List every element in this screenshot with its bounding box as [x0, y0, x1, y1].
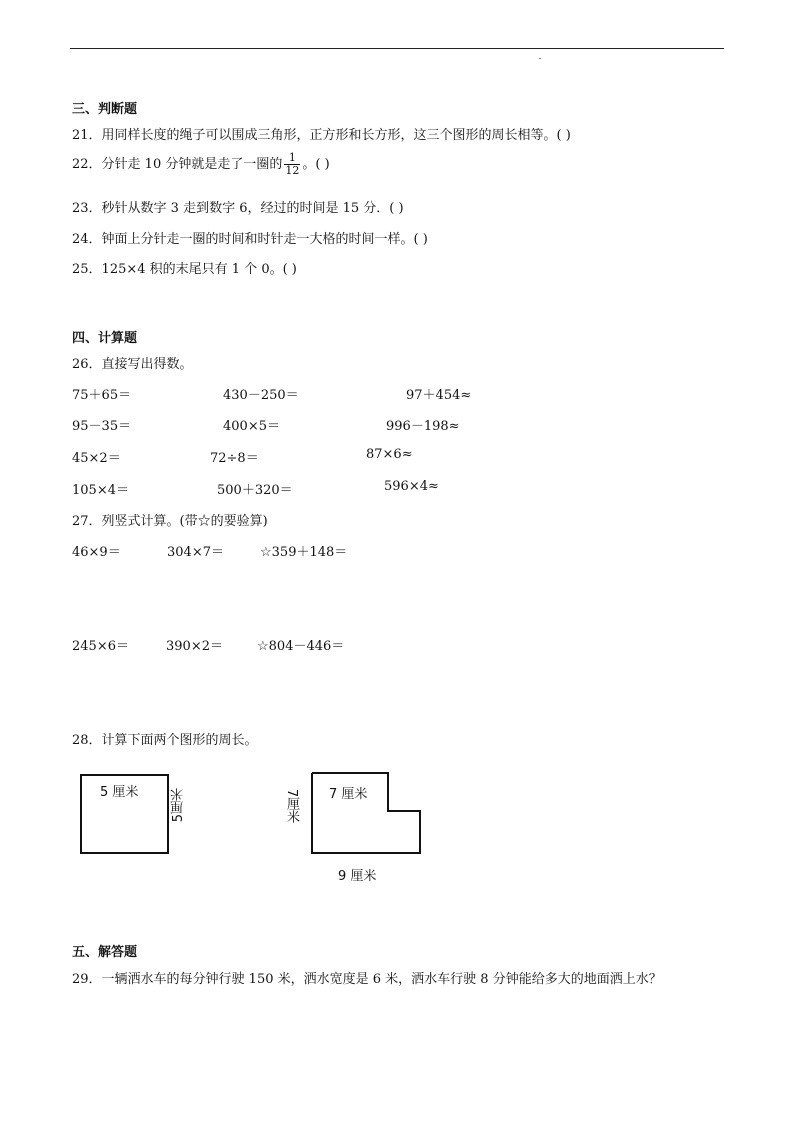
question-22-answer: 。( )	[302, 157, 330, 172]
question-28: 28．计算下面两个图形的周长。	[72, 733, 258, 748]
mental-r3-c1: 45×2＝	[72, 451, 121, 466]
question-21: 21．用同样长度的绳子可以围成三角形，正方形和长方形，这三个图形的周长相等。( )	[72, 128, 571, 143]
square-top-label: 5 厘米	[100, 785, 139, 800]
mental-r4-c3: 596×4≈	[384, 479, 439, 494]
fraction-denominator: 12	[285, 164, 300, 177]
vertical-r1-c2: 304×7＝	[167, 545, 224, 560]
notched-side-label: 7厘米	[284, 789, 299, 824]
mental-r3-c2: 72÷8＝	[210, 451, 259, 466]
vertical-r2-c2: 390×2＝	[166, 639, 223, 654]
header-dot	[539, 58, 541, 59]
fraction-one-twelfth	[284, 152, 300, 177]
question-29: 29．一辆洒水车的每分钟行驶 150 米，洒水宽度是 6 米，洒水车行驶 8 分钟能给多大的地面洒上水？	[72, 972, 662, 987]
question-22	[72, 152, 330, 177]
mental-r1-c1: 75＋65＝	[72, 388, 132, 403]
mental-r1-c2: 430－250＝	[223, 388, 299, 403]
notched-bottom-label: 9 厘米	[338, 869, 377, 884]
mental-r4-c1: 105×4＝	[72, 483, 129, 498]
mental-r2-c3: 996－198≈	[386, 419, 460, 434]
fraction-numerator: 1	[284, 152, 300, 165]
question-27: 27．列竖式计算。(带☆的要验算)	[72, 514, 268, 529]
mental-r1-c3: 97＋454≈	[406, 388, 472, 403]
vertical-r2-c1: 245×6＝	[72, 639, 129, 654]
question-24: 24．钟面上分针走一圈的时间和时针走一大格的时间一样。( )	[72, 232, 428, 247]
section-5-heading: 五、解答题	[72, 945, 138, 960]
question-25: 25．125×4 积的末尾只有 1 个 0。( )	[72, 262, 297, 277]
vertical-r1-c3: ☆359＋148＝	[260, 545, 348, 560]
mental-r2-c1: 95－35＝	[72, 419, 132, 434]
section-3-heading: 三、判断题	[72, 102, 138, 117]
notched-inner-label: 7 厘米	[329, 787, 368, 802]
question-23: 23．秒针从数字 3 走到数字 6，经过的时间是 15 分．( )	[72, 201, 404, 216]
mental-r4-c2: 500＋320＝	[217, 483, 293, 498]
mental-r3-c3: 87×6≈	[366, 447, 413, 462]
mental-r2-c2: 400×5＝	[223, 419, 280, 434]
question-26: 26．直接写出得数。	[72, 357, 193, 372]
question-22-text: 22．分针走 10 分钟就是走了一圈的	[72, 157, 283, 172]
vertical-r1-c1: 46×9＝	[72, 545, 121, 560]
vertical-r2-c3: ☆804－446＝	[257, 639, 345, 654]
square-side-label: 5厘米	[171, 788, 186, 823]
header-rule	[70, 48, 724, 49]
section-4-heading: 四、计算题	[72, 331, 138, 346]
